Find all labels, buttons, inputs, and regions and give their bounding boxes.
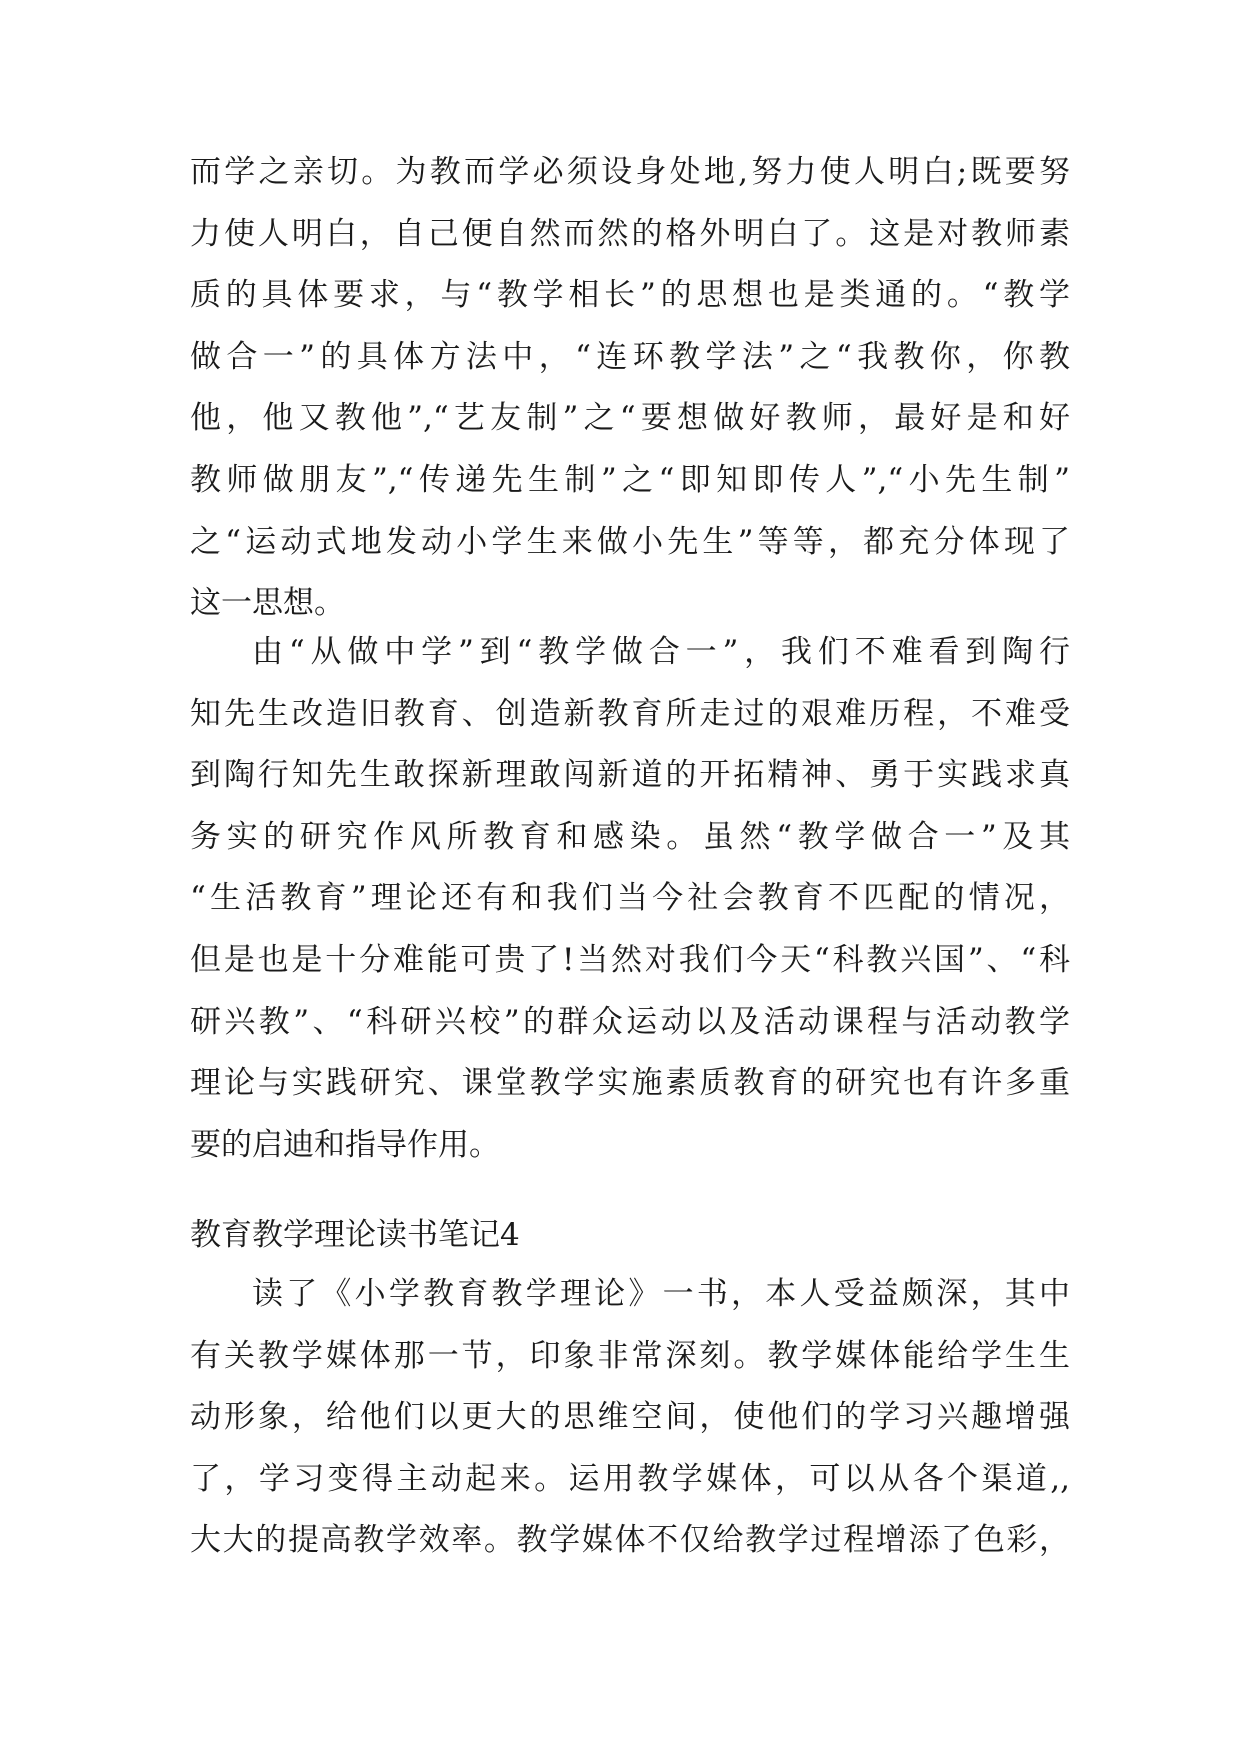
paragraph-2	[190, 622, 1070, 1176]
paragraph-line: 知先生改造旧教育、创造新教育所走过的艰难历程，不难受	[190, 695, 1070, 732]
paragraph-line: 理论与实践研究、课堂教学实施素质教育的研究也有许多重	[190, 1065, 1070, 1102]
paragraph-line: 研兴教”、“科研兴校”的群众运动以及活动课程与活动教学	[190, 1003, 1070, 1040]
paragraph-1	[190, 142, 1070, 635]
paragraph-line: 有关教学媒体那一节，印象非常深刻。教学媒体能给学生生	[190, 1337, 1070, 1374]
section-heading: 教育教学理论读书笔记4	[190, 1217, 520, 1253]
paragraph-line: “生活教育”理论还有和我们当今社会教育不匹配的情况，	[190, 880, 1070, 917]
paragraph-line: 读了《小学教育教学理论》一书，本人受益颇深，其中	[252, 1276, 1070, 1312]
paragraph-line: 但是也是十分难能可贵了!当然对我们今天“科教兴国”、“科	[190, 941, 1070, 978]
paragraph-line: 而学之亲切。为教而学必须设身处地,努力使人明白;既要努	[190, 154, 1070, 190]
paragraph-line: 做合一”的具体方法中，“连环教学法”之“我教你，你教	[190, 338, 1070, 375]
paragraph-line: 由“从做中学”到“教学做合一”，我们不难看到陶行	[252, 634, 1070, 670]
paragraph-line: 要的启迪和指导作用。	[190, 1126, 500, 1163]
paragraph-line: 教师做朋友”,“传递先生制”之“即知即传人”,“小先生制”	[190, 461, 1070, 498]
paragraph-line: 大大的提高教学效率。教学媒体不仅给教学过程增添了色彩，	[190, 1522, 1070, 1559]
paragraph-line: 务实的研究作风所教育和感染。虽然“教学做合一”及其	[190, 818, 1070, 855]
paragraph-line: 力使人明白，自己便自然而然的格外明白了。这是对教师素	[190, 215, 1070, 252]
paragraph-line: 这一思想。	[190, 585, 345, 622]
paragraph-3	[190, 1264, 1070, 1572]
paragraph-line: 动形象，给他们以更大的思维空间，使他们的学习兴趣增强	[190, 1399, 1070, 1436]
paragraph-line: 了，学习变得主动起来。运用教学媒体，可以从各个渠道,,	[190, 1460, 1070, 1497]
paragraph-line: 到陶行知先生敢探新理敢闯新道的开拓精神、勇于实践求真	[190, 757, 1070, 794]
paragraph-line: 之“运动式地发动小学生来做小先生”等等，都充分体现了	[190, 523, 1070, 560]
paragraph-line: 他，他又教他”,“艺友制”之“要想做好教师，最好是和好	[190, 400, 1070, 437]
paragraph-line: 质的具体要求，与“教学相长”的思想也是类通的。“教学	[190, 277, 1070, 314]
